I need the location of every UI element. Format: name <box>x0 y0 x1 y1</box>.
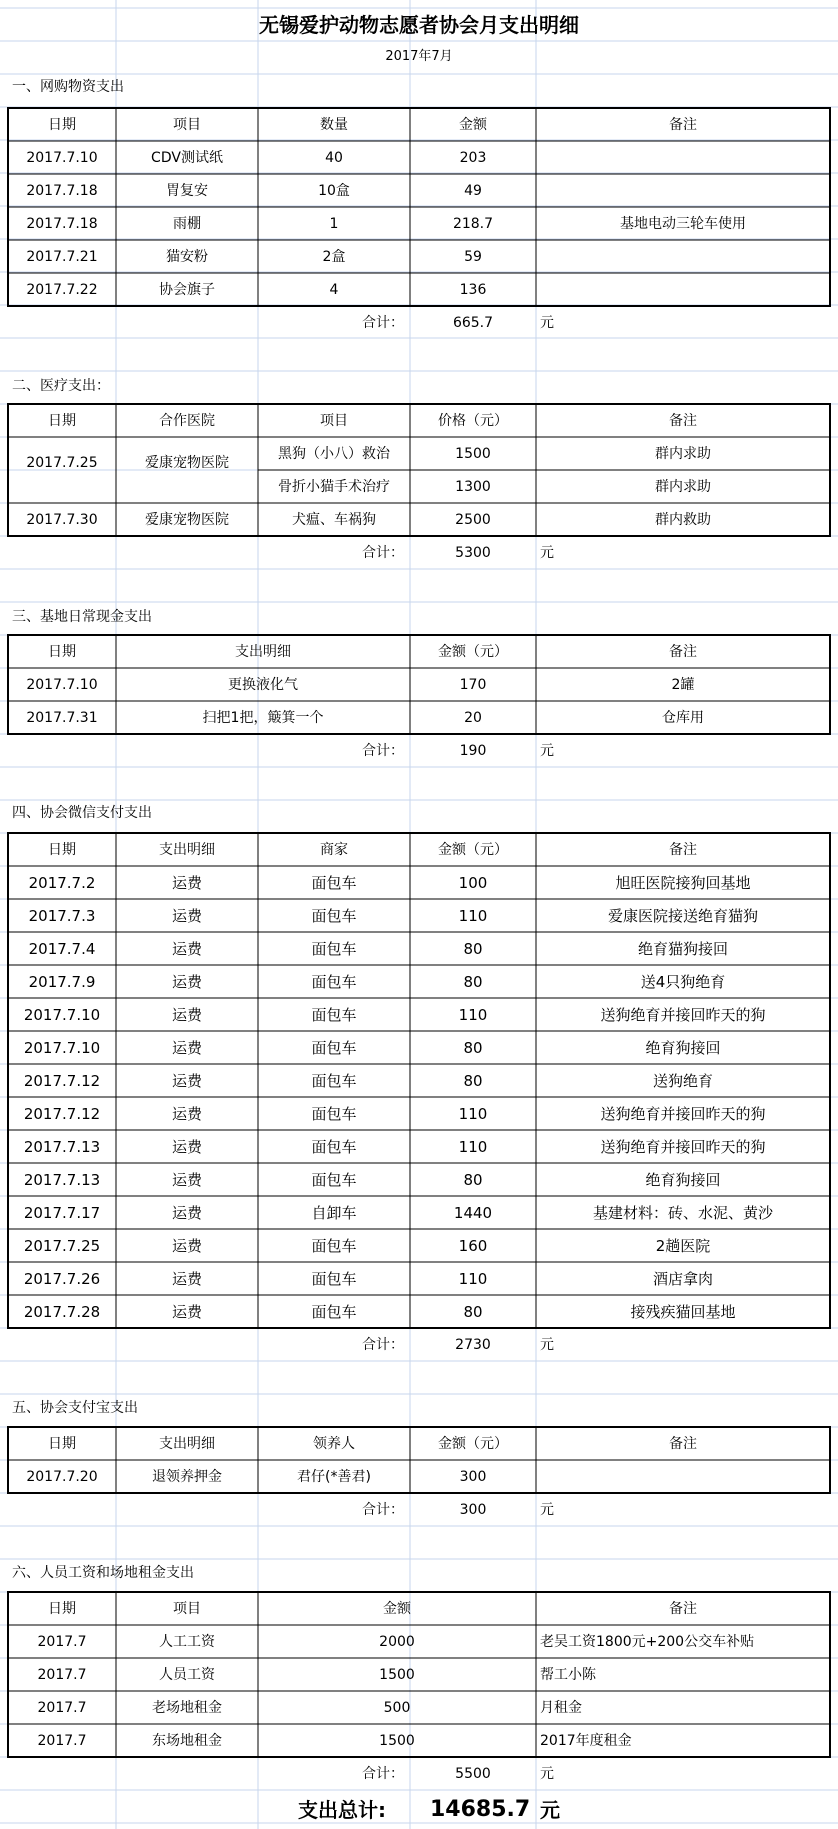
table-cell: 送狗绝育 <box>652 1072 714 1090</box>
column-header: 支出明细 <box>235 644 291 660</box>
table-cell: 2017.7.25 <box>23 1237 101 1255</box>
table-cell: 300 <box>459 1469 487 1485</box>
table-cell: 骨折小猫手术治疗 <box>278 479 390 495</box>
table-cell: 1 <box>329 216 339 232</box>
table-cell: 2017.7.13 <box>23 1171 101 1189</box>
table-cell: 49 <box>464 183 482 199</box>
table-cell: 2017.7.31 <box>26 710 98 726</box>
table-cell: 老场地租金 <box>152 1700 222 1716</box>
table-cell: 2017.7.10 <box>26 677 98 693</box>
table-cell: 送4只狗绝育 <box>640 973 726 991</box>
table-cell: 基建材料：砖、水泥、黄沙 <box>592 1204 774 1222</box>
table-cell: CDV测试纸 <box>151 150 223 166</box>
column-header: 项目 <box>173 117 201 133</box>
table-cell: 2017.7.12 <box>23 1072 101 1090</box>
table-cell: 黑狗（小八）救治 <box>278 446 390 462</box>
table-cell: 运费 <box>171 1171 203 1189</box>
column-header: 领养人 <box>313 1436 355 1452</box>
table-cell: 运费 <box>171 1072 203 1090</box>
total-unit: 元 <box>540 315 554 331</box>
total-unit: 元 <box>540 545 554 561</box>
total-label: 合计： <box>362 1337 404 1353</box>
table-cell: 110 <box>458 907 488 925</box>
section-heading: 四、协会微信支付支出 <box>12 805 152 821</box>
table-cell: 胃复安 <box>166 183 208 199</box>
table-cell: 运费 <box>171 1237 203 1255</box>
table-cell: 2017.7.9 <box>28 973 96 991</box>
total-value: 300 <box>459 1502 487 1518</box>
table-cell: 协会旗子 <box>159 282 215 298</box>
table-cell: 仓库用 <box>662 710 704 726</box>
column-header: 数量 <box>320 117 348 133</box>
column-header: 价格（元） <box>438 413 508 429</box>
column-header: 备注 <box>669 842 697 858</box>
table-cell: 面包车 <box>311 973 357 991</box>
table-cell: 2017.7.25 <box>26 454 98 471</box>
total-unit: 元 <box>540 1766 554 1782</box>
table-cell: 2017.7.2 <box>28 874 96 892</box>
table-cell: 170 <box>459 677 487 693</box>
table-cell: 2017.7 <box>37 1700 87 1716</box>
total-value: 5500 <box>455 1766 491 1782</box>
table-cell: 2500 <box>455 512 491 528</box>
table-cell: 2017.7 <box>37 1733 87 1749</box>
table-cell: 送狗绝育并接回昨天的狗 <box>600 1138 766 1156</box>
grand-total-unit: 元 <box>540 1798 560 1822</box>
table-cell: 2017.7.17 <box>23 1204 101 1222</box>
table-cell: 犬瘟、车祸狗 <box>292 512 376 528</box>
table-cell: 面包车 <box>311 1006 357 1024</box>
sheet-subtitle: 2017年7月 <box>385 49 453 64</box>
grand-total-label: 支出总计: <box>298 1798 386 1822</box>
table-cell: 2017.7 <box>37 1667 87 1683</box>
table-cell: 旭旺医院接狗回基地 <box>615 874 751 892</box>
column-header: 日期 <box>48 842 76 858</box>
column-header: 备注 <box>669 1436 697 1452</box>
table-cell: 面包车 <box>311 1237 357 1255</box>
table-cell: 基地电动三轮车使用 <box>620 216 746 232</box>
table-cell: 面包车 <box>311 940 357 958</box>
total-label: 合计： <box>362 545 404 561</box>
table-cell: 1500 <box>379 1667 415 1683</box>
table-cell: 2017.7.3 <box>28 907 96 925</box>
table-cell: 运费 <box>171 907 203 925</box>
column-header: 日期 <box>48 1601 76 1617</box>
table-cell: 运费 <box>171 1303 203 1321</box>
table-cell: 203 <box>459 150 487 166</box>
column-header: 项目 <box>173 1601 201 1617</box>
table-cell: 月租金 <box>540 1700 582 1716</box>
section-heading: 一、网购物资支出 <box>12 79 124 95</box>
table-cell: 2017.7.4 <box>28 940 96 958</box>
table-cell: 运费 <box>171 1105 203 1123</box>
table-cell: 送狗绝育并接回昨天的狗 <box>600 1006 766 1024</box>
table-cell: 运费 <box>171 1138 203 1156</box>
table-cell: 雨棚 <box>173 216 201 232</box>
table-cell: 2017.7.13 <box>23 1138 101 1156</box>
table-cell: 运费 <box>171 1039 203 1057</box>
table-cell: 80 <box>463 1039 483 1057</box>
total-label: 合计： <box>362 1766 404 1782</box>
table-cell: 爱康医院接送绝育猫狗 <box>607 907 759 925</box>
column-header: 金额（元） <box>438 842 508 858</box>
table-cell: 运费 <box>171 973 203 991</box>
table-cell: 东场地租金 <box>152 1733 222 1749</box>
column-header: 日期 <box>48 644 76 660</box>
column-header: 日期 <box>48 1436 76 1452</box>
sheet-title: 无锡爱护动物志愿者协会月支出明细 <box>259 13 579 37</box>
column-header: 金额（元） <box>438 1436 508 1452</box>
table-cell: 接残疾猫回基地 <box>630 1303 736 1321</box>
table-cell: 2017.7.10 <box>23 1006 101 1024</box>
table-cell: 群内求助 <box>655 479 711 495</box>
column-header: 合作医院 <box>159 413 215 429</box>
table-cell: 酒店拿肉 <box>652 1270 714 1288</box>
grand-total-value: 14685.7 <box>430 1797 531 1822</box>
column-header: 金额 <box>459 117 487 133</box>
total-value: 5300 <box>455 545 491 561</box>
table-cell: 2017.7.18 <box>26 216 98 232</box>
total-unit: 元 <box>540 1337 554 1353</box>
table-cell: 绝育猫狗接回 <box>637 940 729 958</box>
table-cell: 2017.7.28 <box>23 1303 101 1321</box>
table-cell: 4 <box>329 282 339 298</box>
table-cell: 爱康宠物医院 <box>145 512 229 528</box>
table-border <box>8 1592 830 1757</box>
table-cell: 1300 <box>455 479 491 495</box>
table-cell: 爱康宠物医院 <box>145 454 229 471</box>
table-cell: 2017.7.30 <box>26 512 98 528</box>
column-header: 日期 <box>48 117 76 133</box>
table-cell: 君仔(*善君) <box>297 1469 371 1485</box>
table-cell: 80 <box>463 940 483 958</box>
total-value: 2730 <box>455 1337 491 1353</box>
table-cell: 面包车 <box>311 907 357 925</box>
column-header: 支出明细 <box>159 1436 215 1452</box>
table-cell: 1500 <box>455 446 491 462</box>
table-cell: 110 <box>458 1270 488 1288</box>
table-cell: 运费 <box>171 940 203 958</box>
table-cell: 人员工资 <box>159 1667 215 1683</box>
table-cell: 2017.7.18 <box>26 183 98 199</box>
column-header: 日期 <box>48 413 76 429</box>
column-header: 金额（元） <box>438 644 508 660</box>
table-cell: 面包车 <box>311 874 357 892</box>
table-cell: 面包车 <box>311 1270 357 1288</box>
table-cell: 2017.7.10 <box>26 150 98 166</box>
table-cell: 运费 <box>171 1006 203 1024</box>
table-cell: 群内救助 <box>655 512 711 528</box>
table-cell: 40 <box>325 150 343 166</box>
table-cell: 退领养押金 <box>152 1469 222 1485</box>
table-cell: 帮工小陈 <box>540 1667 596 1683</box>
table-cell: 59 <box>464 249 482 265</box>
table-cell: 面包车 <box>311 1072 357 1090</box>
table-cell: 2017.7.12 <box>23 1105 101 1123</box>
section-heading: 五、协会支付宝支出 <box>12 1400 138 1416</box>
column-header: 备注 <box>669 644 697 660</box>
total-label: 合计： <box>362 315 404 331</box>
column-header: 商家 <box>320 842 348 858</box>
section-heading: 二、医疗支出： <box>12 378 110 394</box>
table-cell: 绝育狗接回 <box>645 1171 721 1189</box>
total-label: 合计： <box>362 1502 404 1518</box>
table-cell: 2017年度租金 <box>540 1733 632 1749</box>
section-heading: 六、人员工资和场地租金支出 <box>12 1565 194 1581</box>
table-cell: 80 <box>463 1072 483 1090</box>
table-cell: 面包车 <box>311 1039 357 1057</box>
table-cell: 110 <box>458 1138 488 1156</box>
column-header: 备注 <box>669 1601 697 1617</box>
table-border <box>8 635 830 734</box>
total-label: 合计： <box>362 743 404 759</box>
column-header: 备注 <box>669 413 697 429</box>
table-cell: 110 <box>458 1006 488 1024</box>
total-value: 665.7 <box>452 315 494 331</box>
table-cell: 2000 <box>379 1634 415 1650</box>
table-cell: 猫安粉 <box>166 249 208 265</box>
table-cell: 2017.7.26 <box>23 1270 101 1288</box>
total-unit: 元 <box>540 743 554 759</box>
table-cell: 送狗绝育并接回昨天的狗 <box>600 1105 766 1123</box>
total-unit: 元 <box>540 1502 554 1518</box>
section-heading: 三、基地日常现金支出 <box>12 609 152 625</box>
table-cell: 运费 <box>171 1204 203 1222</box>
table-cell: 群内求助 <box>655 446 711 462</box>
table-cell: 136 <box>459 282 487 298</box>
table-cell: 2罐 <box>671 677 695 693</box>
column-header: 金额 <box>383 1601 411 1617</box>
total-value: 190 <box>459 743 487 759</box>
table-cell: 218.7 <box>452 216 494 232</box>
table-cell: 2017.7.10 <box>23 1039 101 1057</box>
table-cell: 2017.7.22 <box>26 282 98 298</box>
table-cell: 10盒 <box>318 183 350 199</box>
table-cell: 500 <box>383 1700 411 1716</box>
table-cell: 1440 <box>453 1204 493 1222</box>
table-cell: 面包车 <box>311 1303 357 1321</box>
table-cell: 160 <box>458 1237 488 1255</box>
table-cell: 人工工资 <box>159 1634 215 1650</box>
table-cell: 运费 <box>171 1270 203 1288</box>
table-cell: 运费 <box>171 874 203 892</box>
table-cell: 扫把1把，簸箕一个 <box>202 710 324 726</box>
table-cell: 80 <box>463 973 483 991</box>
table-cell: 2017.7.21 <box>26 249 98 265</box>
column-header: 支出明细 <box>159 842 215 858</box>
table-cell: 面包车 <box>311 1171 357 1189</box>
table-cell: 2017.7.20 <box>26 1469 98 1485</box>
table-cell: 110 <box>458 1105 488 1123</box>
table-cell: 2017.7 <box>37 1634 87 1650</box>
table-cell: 面包车 <box>311 1138 357 1156</box>
table-cell: 1500 <box>379 1733 415 1749</box>
table-cell: 老吴工资1800元+200公交车补贴 <box>540 1634 755 1650</box>
table-cell: 2盒 <box>322 249 346 265</box>
table-cell: 自卸车 <box>311 1204 357 1222</box>
column-header: 备注 <box>669 117 697 133</box>
table-cell: 2趟医院 <box>655 1237 711 1255</box>
table-cell: 绝育狗接回 <box>645 1039 721 1057</box>
table-cell: 20 <box>464 710 482 726</box>
column-header: 项目 <box>320 413 348 429</box>
table-cell: 更换液化气 <box>228 677 298 693</box>
table-cell: 100 <box>458 874 488 892</box>
table-cell: 面包车 <box>311 1105 357 1123</box>
table-cell: 80 <box>463 1171 483 1189</box>
table-cell: 80 <box>463 1303 483 1321</box>
